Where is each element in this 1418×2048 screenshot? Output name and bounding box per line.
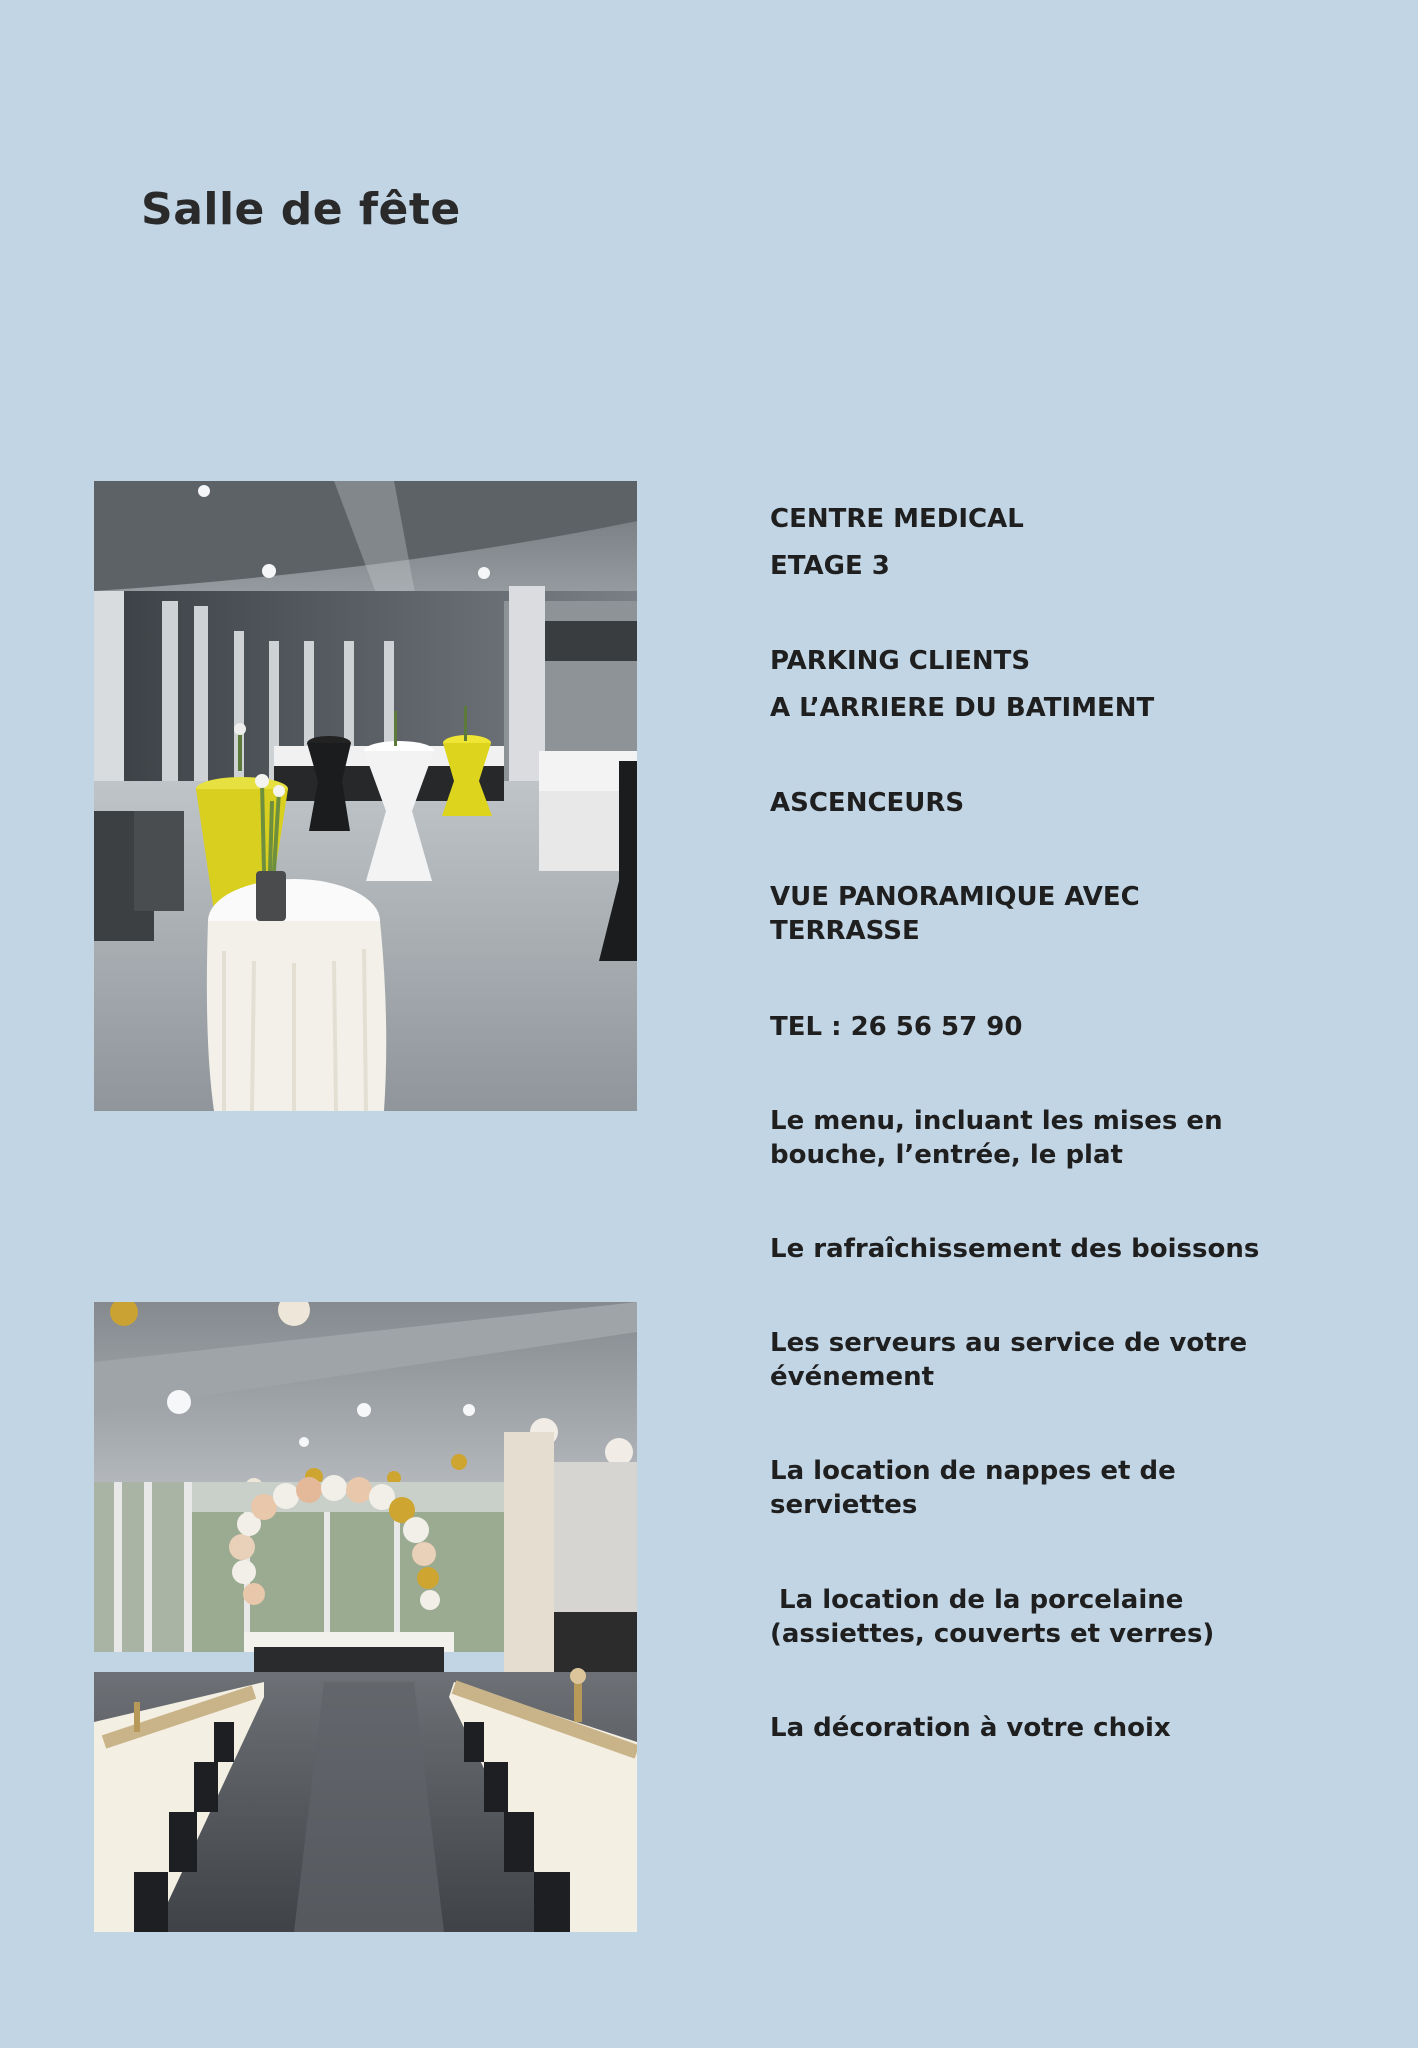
info-ascenceurs-text: ASCENCEURS <box>770 788 965 818</box>
info-tel <box>770 1010 1370 1044</box>
info-list <box>770 0 1370 2048</box>
info-porcelaine <box>770 1583 1370 1651</box>
info-porcelaine-line1: La location de la porcelaine <box>770 1585 1184 1615</box>
info-parking-line1: PARKING CLIENTS <box>770 646 1031 676</box>
info-vue-line2: TERRASSE <box>770 916 920 946</box>
info-parking-line2: A L’ARRIERE DU BATIMENT <box>770 693 1155 723</box>
info-menu-line1: Le menu, incluant les mises en <box>770 1106 1223 1136</box>
info-porcelaine-line2: (assiettes, couverts et verres) <box>770 1619 1215 1649</box>
info-nappes <box>770 1454 1370 1522</box>
info-decoration <box>770 1711 1370 1745</box>
info-serveurs-line1: Les serveurs au service de votre <box>770 1328 1248 1358</box>
info-centre-medical <box>770 502 1370 583</box>
info-menu-line2: bouche, l’entrée, le plat <box>770 1140 1123 1170</box>
info-tel-text: TEL : 26 56 57 90 <box>770 1012 1023 1042</box>
info-ascenceurs <box>770 786 1370 820</box>
info-vue-panoramique <box>770 880 1370 948</box>
info-menu <box>770 1104 1370 1172</box>
info-centre-medical-text: CENTRE MEDICAL <box>770 504 1024 534</box>
info-etage-text: ETAGE 3 <box>770 551 890 581</box>
info-serveurs-line2: événement <box>770 1362 935 1392</box>
info-nappes-line2: serviettes <box>770 1490 918 1520</box>
info-decoration-text: La décoration à votre choix <box>770 1713 1171 1743</box>
info-boissons-text: Le rafraîchissement des boissons <box>770 1234 1260 1264</box>
info-parking <box>770 644 1370 725</box>
info-serveurs <box>770 1326 1370 1394</box>
banquet-hall-balloon-arch-photo <box>94 1302 637 1932</box>
info-boissons <box>770 1232 1370 1266</box>
info-nappes-line1: La location de nappes et de <box>770 1456 1176 1486</box>
info-vue-line1: VUE PANORAMIQUE AVEC <box>770 882 1140 912</box>
banquet-hall-cocktail-tables-photo <box>94 481 637 1111</box>
page-title: Salle de fête <box>141 184 461 235</box>
